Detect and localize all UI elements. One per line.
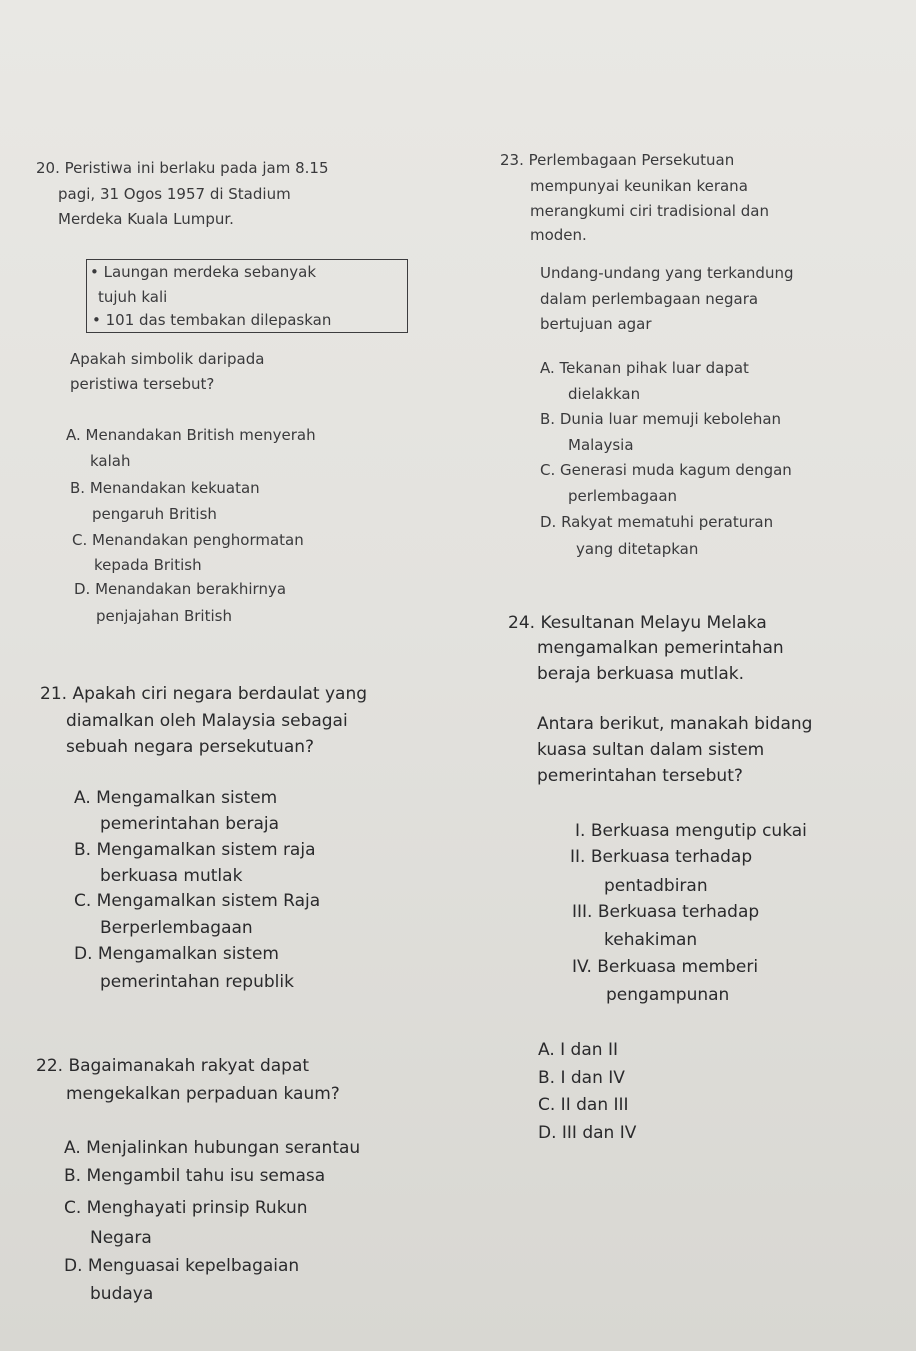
q20-option-b-cont: pengaruh British [92, 505, 217, 523]
q20-option-d[interactable]: D. Menandakan berakhirnya [74, 580, 287, 598]
q24-item-iii-cont: kehakiman [604, 930, 698, 950]
q20-question-line: Apakah simbolik daripada [70, 350, 265, 368]
q24-question-line: Antara berikut, manakah bidang [537, 714, 813, 734]
q23-statement-line: bertujuan agar [540, 315, 652, 333]
q24-option-a[interactable]: A. I dan II [538, 1040, 618, 1060]
q22-stem-line: 22. Bagaimanakah rakyat dapat [36, 1056, 310, 1076]
q22-option-c-cont: Negara [90, 1228, 152, 1248]
q20-option-c[interactable]: C. Menandakan penghormatan [72, 531, 304, 549]
q20-option-b[interactable]: B. Menandakan kekuatan [70, 479, 260, 497]
q23-stem-line: merangkumi ciri tradisional dan [530, 202, 769, 220]
q20-box-line: • 101 das tembakan dilepaskan [92, 311, 332, 329]
q24-stem-line: 24. Kesultanan Melayu Melaka [508, 613, 767, 633]
q22-option-d-cont: budaya [90, 1284, 154, 1304]
q22-option-c[interactable]: C. Menghayati prinsip Rukun [64, 1198, 308, 1218]
q23-statement-line: Undang-undang yang terkandung [540, 264, 794, 282]
q21-stem-line: 21. Apakah ciri negara berdaulat yang [40, 684, 368, 704]
q23-option-d-cont: yang ditetapkan [576, 540, 699, 558]
q24-option-c[interactable]: C. II dan III [538, 1095, 629, 1115]
q20-stem-line: pagi, 31 Ogos 1957 di Stadium [58, 185, 291, 203]
q23-stem-line: 23. Perlembagaan Persekutuan [500, 151, 735, 169]
q21-option-a[interactable]: A. Mengamalkan sistem [74, 788, 278, 808]
q21-stem-line: diamalkan oleh Malaysia sebagai [66, 711, 348, 731]
q21-option-c[interactable]: C. Mengamalkan sistem Raja [74, 891, 321, 911]
q21-option-d-cont: pemerintahan republik [100, 972, 294, 992]
q21-option-a-cont: pemerintahan beraja [100, 814, 280, 834]
q21-option-b-cont: berkuasa mutlak [100, 866, 243, 886]
q20-option-a[interactable]: A. Menandakan British menyerah [66, 426, 316, 444]
q20-box-line: tujuh kali [98, 288, 168, 306]
q20-stem-line: Merdeka Kuala Lumpur. [58, 210, 234, 228]
q21-stem-line: sebuah negara persekutuan? [66, 737, 315, 757]
q24-item-iii: III. Berkuasa terhadap [572, 902, 760, 922]
q24-stem-line: beraja berkuasa mutlak. [537, 664, 745, 684]
q23-option-a[interactable]: A. Tekanan pihak luar dapat [540, 359, 749, 377]
q23-option-a-cont: dielakkan [568, 385, 641, 403]
q24-item-iv-cont: pengampunan [606, 985, 730, 1005]
q24-option-b[interactable]: B. I dan IV [538, 1068, 625, 1088]
q24-item-i: I. Berkuasa mengutip cukai [575, 821, 807, 841]
q21-option-b[interactable]: B. Mengamalkan sistem raja [74, 840, 316, 860]
q22-option-d[interactable]: D. Menguasai kepelbagaian [64, 1256, 300, 1276]
q23-stem-line: moden. [530, 226, 587, 244]
q22-stem-line: mengekalkan perpaduan kaum? [66, 1084, 340, 1104]
q23-option-b-cont: Malaysia [568, 436, 634, 454]
q24-stem-line: mengamalkan pemerintahan [537, 638, 784, 658]
q24-item-iv: IV. Berkuasa memberi [572, 957, 759, 977]
q23-stem-line: mempunyai keunikan kerana [530, 177, 748, 195]
q23-statement-line: dalam perlembagaan negara [540, 290, 759, 308]
q23-option-c-cont: perlembagaan [568, 487, 678, 505]
q20-stem-line: 20. Peristiwa ini berlaku pada jam 8.15 [36, 159, 329, 177]
q22-option-a[interactable]: A. Menjalinkan hubungan serantau [64, 1138, 361, 1158]
q24-question-line: pemerintahan tersebut? [537, 766, 743, 786]
q20-question-line: peristiwa tersebut? [70, 375, 215, 393]
q24-item-ii: II. Berkuasa terhadap [570, 847, 753, 867]
q24-question-line: kuasa sultan dalam sistem [537, 740, 765, 760]
q23-option-d[interactable]: D. Rakyat mematuhi peraturan [540, 513, 774, 531]
q21-option-c-cont: Berperlembagaan [100, 918, 253, 938]
q22-option-b[interactable]: B. Mengambil tahu isu semasa [64, 1166, 326, 1186]
q20-option-d-cont: penjajahan British [96, 607, 232, 625]
q20-option-c-cont: kepada British [94, 556, 202, 574]
q24-item-ii-cont: pentadbiran [604, 876, 708, 896]
q23-option-b[interactable]: B. Dunia luar memuji kebolehan [540, 410, 782, 428]
q21-option-d[interactable]: D. Mengamalkan sistem [74, 944, 279, 964]
q24-option-d[interactable]: D. III dan IV [538, 1123, 637, 1143]
q20-option-a-cont: kalah [90, 452, 131, 470]
q20-box-line: • Laungan merdeka sebanyak [90, 263, 317, 281]
q23-option-c[interactable]: C. Generasi muda kagum dengan [540, 461, 792, 479]
